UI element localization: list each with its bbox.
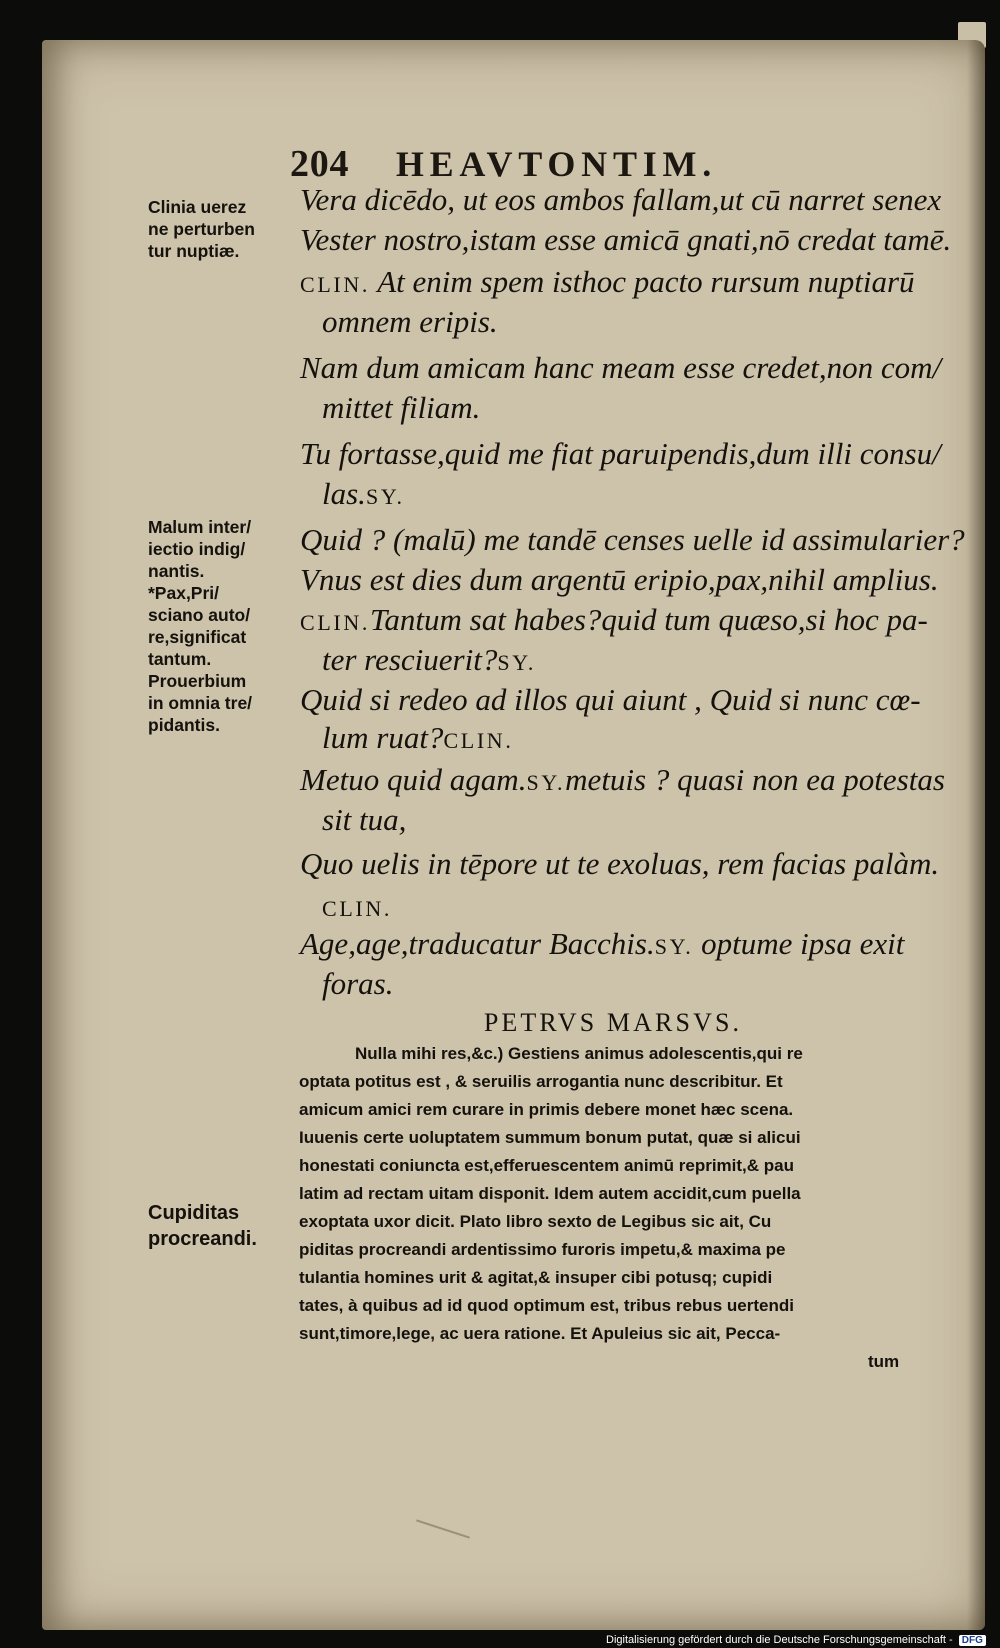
verse-line: CLIN. At enim spem isthoc pacto rursum nuptiarū bbox=[300, 264, 915, 299]
verse-line: Vnus est dies dum argentū eripio,pax,nihil amplius. bbox=[300, 562, 939, 597]
verse-line: Quid si redeo ad illos qui aiunt , Quid si nunc cœ- bbox=[300, 682, 921, 717]
verse-line: Metuo quid agam.SY.metuis ? quasi non ea potestas bbox=[300, 762, 945, 797]
page-shadow bbox=[967, 40, 985, 1630]
speaker-label: SY. bbox=[365, 484, 405, 509]
commentary-line: sunt,timore,lege, ac uera ratione. Et Apuleius sic ait, Pecca- bbox=[299, 1324, 781, 1343]
commentary-line: tum bbox=[868, 1352, 900, 1371]
speaker-label: SY. bbox=[654, 934, 694, 959]
verse-line: Nam dum amicam hanc meam esse credet,non com/ bbox=[300, 350, 942, 385]
running-title: HEAVTONTIM. bbox=[395, 144, 717, 184]
speaker-label: CLIN. bbox=[443, 728, 514, 753]
verse-line: CLIN.Tantum sat habes?quid tum quæso,si hoc pa- bbox=[300, 602, 928, 637]
verse-line: sit tua, bbox=[322, 802, 407, 837]
commentary-line: optata potitus est , & seruilis arrogantia nunc describitur. Et bbox=[299, 1072, 783, 1091]
speaker-label: CLIN. bbox=[300, 610, 371, 635]
commentary-line: amicum amici rem curare in primis debere monet hæc scena. bbox=[299, 1100, 794, 1119]
commentary-title: PETRVS MARSVS. bbox=[483, 1008, 743, 1037]
marginal-note: Cupiditas procreandi. bbox=[148, 1202, 257, 1250]
commentary-line: tates, à quibus ad id quod optimum est, tribus rebus uertendi bbox=[299, 1296, 794, 1315]
commentary-line: Nulla mihi res,&c.) Gestiens animus adolescentis,qui re bbox=[355, 1044, 803, 1063]
marginal-note: Clinia uerez ne perturben tur nuptiæ. bbox=[148, 197, 255, 261]
verse-line: lum ruat?CLIN. bbox=[322, 720, 514, 755]
verse-line: ter resciuerit?SY. bbox=[322, 642, 537, 677]
commentary-line: latim ad rectam uitam disponit. Idem autem accidit,cum puella bbox=[299, 1184, 801, 1203]
verse-line bbox=[322, 888, 948, 924]
footer-text: Digitalisierung gefördert durch die Deutsche Forschungsgemeinschaft - bbox=[606, 1634, 953, 1646]
commentary-line: honestati coniuncta est,efferuescentem animū reprimit,& pau bbox=[299, 1156, 795, 1175]
running-header bbox=[290, 142, 940, 186]
verse-line: mittet filiam. bbox=[322, 390, 481, 425]
commentary-line: exoptata uxor dicit. Plato libro sexto de Legibus sic ait, Cu bbox=[299, 1212, 772, 1231]
verse-line: las.SY. bbox=[322, 476, 405, 511]
commentary-line: Iuuenis certe uoluptatem summum bonum putat, quæ si alicui bbox=[299, 1128, 801, 1147]
dfg-logo: DFG bbox=[959, 1635, 986, 1646]
verse-line: Quid ? (malū) me tandē censes uelle id assimularier? bbox=[300, 522, 965, 557]
verse-line: Vester nostro,istam esse amicā gnati,nō credat tamē. bbox=[300, 222, 952, 257]
verse-line: Quo uelis in tēpore ut te exoluas, rem facias palàm. bbox=[300, 846, 940, 881]
commentary-line: piditas procreandi ardentissimo furoris impetu,& maxima pe bbox=[299, 1240, 786, 1259]
verse-line: Age,age,traducatur Bacchis.SY. optume ipsa exit bbox=[300, 926, 905, 961]
speaker-label: CLIN. bbox=[322, 896, 393, 921]
verse-line: omnem eripis. bbox=[322, 304, 498, 339]
digitization-footer bbox=[606, 1634, 986, 1646]
verse-line: Tu fortasse,quid me fiat paruipendis,dum illi consu/ bbox=[300, 436, 941, 471]
marginal-note: Malum inter/ iectio indig/ nantis. *Pax,Pri/ sciano auto/ re,significat tantum. Prouerbium in omnia tre/ pidantis. bbox=[148, 517, 253, 735]
commentary-line: tulantia homines urit & agitat,& insuper cibi potusq; cupidi bbox=[299, 1268, 773, 1287]
speaker-label: SY. bbox=[526, 770, 566, 795]
speaker-label: CLIN. bbox=[300, 272, 371, 297]
speaker-label: SY. bbox=[497, 650, 537, 675]
page-number: 204 bbox=[290, 143, 350, 185]
verse-line: Vera dicēdo, ut eos ambos fallam,ut cū narret senex bbox=[300, 182, 942, 217]
verse-line: foras. bbox=[322, 966, 394, 1001]
